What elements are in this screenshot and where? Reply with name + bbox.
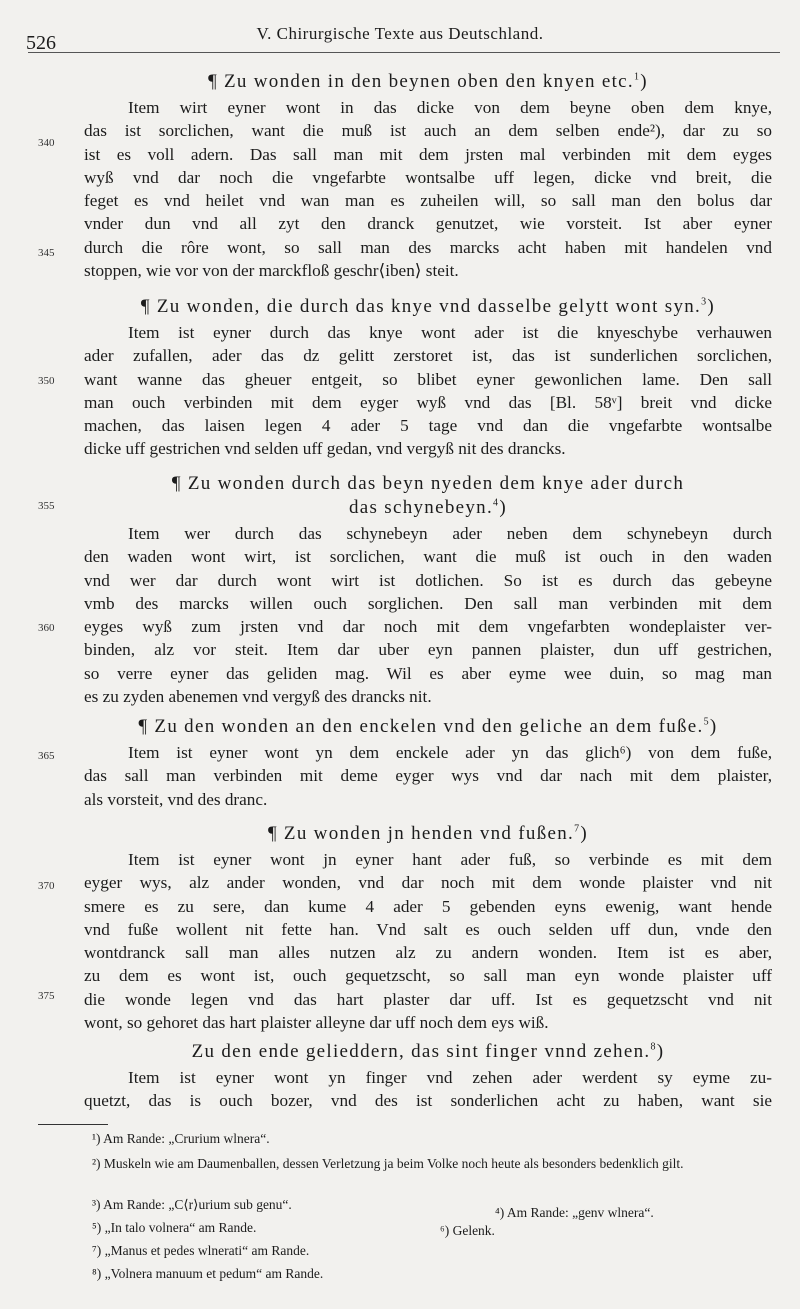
paragraph	[84, 1066, 772, 1113]
line-number: 365	[38, 750, 55, 762]
line-number: 370	[38, 880, 55, 892]
paragraph	[84, 741, 772, 811]
section-4	[84, 715, 772, 811]
text-line: stoppen, wie vor von der marckfloß geschr⟨iben⟩ steit.	[84, 261, 459, 281]
footnote: ⁷) „Manus et pedes wlnerati“ am Rande.	[92, 1243, 310, 1258]
paragraph	[84, 96, 772, 282]
text-line: machen, das laisen legen 4 ader 5 tage vnd dan die vngefarbte wontsalbe	[84, 416, 772, 436]
text-line: feget es vnd heilet vnd wan man es zuheilen will, so sall man den bolus dar	[84, 191, 772, 211]
text-line: den waden wont wirt, ist sorclichen, want die muß ist ouch in den waden	[84, 547, 772, 567]
text-line: Item ist eyner wont yn finger vnd zehen ader werdent sy eyme zu-	[128, 1068, 772, 1087]
text-line: das ist sorclichen, want die muß ist auch an dem selben ende²), dar zu so	[84, 121, 772, 141]
section-6	[84, 1040, 772, 1113]
line-number: 355	[38, 500, 55, 512]
section-heading: ¶ Zu wonden, die durch das knye vnd dasselbe gelytt wont syn.$^3$)	[140, 296, 716, 317]
text-line: eyger wys, alz ander wonden, vnd dar noch mit dem wonde plaister vnd nit	[84, 873, 772, 893]
paragraph	[84, 321, 772, 461]
text-line: vnd wer dar durch wont wirt ist dotlichen. So ist es durch das gebeyne	[84, 570, 772, 590]
paragraph	[84, 522, 772, 708]
section-heading: ¶ Zu wonden jn henden vnd fußen.$^7$)	[267, 823, 589, 844]
footnote: ¹) Am Rande: „Crurium wlnera“.	[92, 1131, 270, 1146]
section-2	[84, 295, 772, 461]
footnote: ³) Am Rande: „C⟨r⟩urium sub genu“.	[92, 1197, 292, 1212]
text-line: smere es zu sere, dan kume 4 ader 5 gebenden eyns ewenig, want hende	[84, 896, 772, 916]
section-heading: ¶ Zu wonden in den beynen oben den knyen etc.$^1$)	[208, 71, 648, 92]
text-line: wont, so gehoret das hart plaister alleyne dar uff noch dem eys wiß.	[84, 1013, 549, 1033]
text-line: ist es voll adern. Das sall man mit dem jrsten mal verbinden mit dem eyges	[84, 144, 772, 164]
section-heading: ¶ Zu den wonden an den enckelen vnd den geliche an dem fuße.$^5$)	[138, 716, 718, 737]
page-number: 526	[26, 32, 56, 54]
section-heading-cont: das schynebeyn.$^4$)	[349, 497, 507, 518]
text-line: wyß vnd dar noch die vngefarbte wontsalbe uff legen, dicke vnd breit, die	[84, 167, 772, 187]
footnote: ⁴) Am Rande: „genv wlnera“.	[495, 1205, 654, 1220]
text-line: vmb des marcks willen ouch sorglichen. Den sall man verbinden mit dem	[84, 593, 772, 613]
text-line: es zu zyden abenemen vnd vergyß des drancks nit.	[84, 687, 432, 707]
running-title: V. Chirurgische Texte aus Deutschland.	[256, 24, 544, 43]
section-heading: Zu den ende gelieddern, das sint finger vnnd zehen.$^8$)	[191, 1041, 665, 1062]
text-line: die wonde legen vnd das hart plaster dar uff. Ist es gequetzscht vnd nit	[84, 989, 772, 1009]
line-number: 340	[38, 137, 55, 149]
footnote: ²) Muskeln wie am Daumenballen, dessen Verletzung ja beim Volke noch heute als besonders bedenklich gilt.	[92, 1156, 684, 1171]
section-heading: ¶ Zu wonden durch das beyn nyeden dem knye ader durch	[171, 473, 685, 494]
text-line: ader zufallen, ader das dz gelitt zerstoret ist, das ist sunderlichen sorclichen,	[84, 346, 772, 366]
text-line: binden, alz vor steit. Item dar uber eyn pannen plaister, dun uff gestrichen,	[84, 640, 772, 660]
section-3	[84, 472, 772, 708]
footnote: ⁵) „In talo volnera“ am Rande.	[92, 1220, 257, 1235]
footnote-rule	[38, 1124, 108, 1125]
text-line: durch die rôre wont, so sall man des marcks acht haben mit handelen vnd	[84, 237, 772, 257]
footnote: ⁶) Gelenk.	[440, 1223, 495, 1238]
text-line: vnder dun vnd all zyt den dranck genutzet, wie vorsteit. Ist aber eyner	[84, 214, 772, 234]
text-line: wontdranck sall man alles nutzen alz zu andern wonden. Item ist es aber,	[84, 943, 772, 963]
text-line: so verre eyner das geliden mag. Wil es aber eyme wee duin, so mag man	[84, 663, 772, 683]
text-line: das sall man verbinden mit deme eyger wys vnd dar nach mit dem plaister,	[84, 766, 772, 786]
text-line: vnd fuße wollent nit fette han. Vnd salt es ouch selden uff dun, vnde den	[84, 919, 772, 939]
text-line: Item ist eyner wont jn eyner hant ader fuß, so verbinde es mit dem	[128, 850, 772, 869]
line-number: 375	[38, 990, 55, 1002]
text-line: Item wer durch das schynebeyn ader neben dem schynebeyn durch	[128, 524, 772, 543]
header-rule	[28, 52, 780, 53]
text-line: zu dem es wont ist, ouch gequetzscht, so sall man eyn wonde plaister uff	[84, 966, 772, 986]
paragraph	[84, 848, 772, 1034]
text-line: Item wirt eyner wont in das dicke von dem beyne oben dem knye,	[128, 98, 772, 117]
footnote: ⁸) „Volnera manuum et pedum“ am Rande.	[92, 1266, 324, 1281]
text-line: want wanne das gheuer entgeit, so blibet eyner gewonlichen lame. Den sall	[84, 369, 772, 389]
section-1	[84, 70, 772, 282]
text-line: man ouch verbinden mit dem eyger wyß vnd das [Bl. 58ᵛ] breit vnd dicke	[84, 392, 772, 412]
line-number: 360	[38, 622, 55, 634]
text-line: Item ist eyner durch das knye wont ader ist die knyeschybe verhauwen	[128, 323, 772, 342]
line-number: 350	[38, 375, 55, 387]
text-line: als vorsteit, vnd des dranc.	[84, 789, 268, 809]
text-line: quetzt, das is ouch bozer, vnd des ist sonderlichen acht zu haben, want sie	[84, 1091, 772, 1111]
text-line: Item ist eyner wont yn dem enckele ader yn das glich⁶) von dem fuße,	[128, 743, 772, 762]
text-line: dicke uff gestrichen vnd selden uff gedan, vnd vergyß nit des drancks.	[84, 439, 566, 459]
line-number: 345	[38, 247, 55, 259]
section-5	[84, 822, 772, 1034]
text-line: eyges wyß zum jrsten vnd dar noch mit dem vngefarbten wondeplaister ver-	[84, 617, 772, 637]
